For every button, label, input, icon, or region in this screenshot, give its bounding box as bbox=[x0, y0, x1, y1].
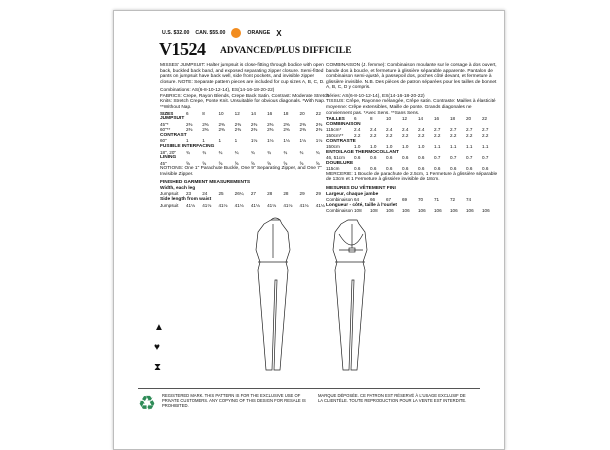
description-en: MISSES' JUMPSUIT: Halter jumpsuit is close-fitting through bodice with open back, buckled back band, and exposed separating zipper closure. Semi-fitted pants on jumpsuit have back well, side front pockets, and invisible zipper closure. NOTE: Separate pattern pieces are included for cup sizes A, B, C, D. bbox=[160, 63, 325, 85]
size: 14 bbox=[250, 110, 256, 116]
yardage: ¾ bbox=[250, 149, 255, 155]
yardage: ¾ bbox=[267, 149, 271, 155]
measure: 41⅛ bbox=[315, 202, 325, 208]
yardage: 1 bbox=[234, 138, 238, 144]
measure: 64 bbox=[354, 197, 360, 202]
size: 16 bbox=[434, 116, 440, 122]
size: 22 bbox=[482, 116, 488, 122]
yardage: 2⅜ bbox=[250, 127, 258, 133]
triangle-icon: ▲ bbox=[154, 322, 164, 333]
yardage: ¾ bbox=[234, 149, 239, 155]
jumpsuit-technical-drawings bbox=[198, 210, 428, 380]
french-column bbox=[326, 63, 498, 214]
yardage: ⅝ bbox=[299, 160, 304, 166]
pattern-envelope-back bbox=[113, 10, 505, 450]
yardage: 2⅜ bbox=[315, 121, 323, 127]
yardage: ⅝ bbox=[267, 160, 271, 166]
measure: 106 bbox=[434, 208, 442, 214]
metrage: 0.6 bbox=[370, 166, 377, 172]
fabric-width: 46, 51cm bbox=[326, 155, 345, 161]
size: 12 bbox=[234, 110, 240, 116]
metrage: 2.4 bbox=[370, 127, 377, 133]
yardage: 2⅜ bbox=[234, 127, 242, 133]
metrage: 0.6 bbox=[450, 166, 457, 172]
size: 16 bbox=[267, 110, 273, 116]
metrage: 0.6 bbox=[402, 155, 409, 161]
yardage: ¾ bbox=[186, 149, 190, 155]
size: 20 bbox=[299, 110, 305, 116]
yardage: 1 bbox=[218, 138, 221, 144]
yardage: 2⅜ bbox=[202, 127, 209, 133]
width-each-leg: Width, each leg bbox=[160, 185, 196, 191]
measure: 41⅛ bbox=[267, 202, 277, 208]
envelope-content bbox=[128, 25, 498, 439]
metrage: 2.2 bbox=[418, 132, 425, 138]
size: 18 bbox=[450, 116, 456, 122]
size: 10 bbox=[218, 110, 224, 116]
yardage: ¾ bbox=[299, 149, 304, 155]
lining-heading: LINING bbox=[160, 155, 177, 161]
measure: 106 bbox=[466, 208, 474, 214]
measure: 41⅛ bbox=[202, 202, 212, 208]
price-line bbox=[162, 28, 282, 38]
measure: 71 bbox=[434, 197, 440, 202]
pattern-number: V1524 bbox=[159, 39, 206, 59]
yardage: ¾ bbox=[218, 149, 223, 155]
metrage-row bbox=[326, 133, 498, 139]
yardage: 2⅜ bbox=[283, 121, 290, 127]
metrage: 2.7 bbox=[482, 127, 489, 133]
metrage: 0.7 bbox=[482, 155, 489, 161]
price-color: ORANGE bbox=[247, 30, 271, 36]
yardage: ⅝ bbox=[218, 160, 223, 166]
yardage: ⅝ bbox=[283, 160, 288, 166]
fabric-width: 150cm bbox=[326, 144, 340, 150]
metrage: 2.4 bbox=[386, 127, 393, 133]
yardage: 2⅜ bbox=[299, 121, 306, 127]
measure-row bbox=[326, 197, 498, 203]
measure-label: Jumpsuit bbox=[160, 191, 179, 197]
metrage: 0.6 bbox=[466, 166, 473, 172]
yardage: 2⅜ bbox=[218, 127, 225, 133]
measure: 108 bbox=[370, 208, 378, 214]
measure: 72 bbox=[450, 197, 456, 202]
yardage: 2⅜ bbox=[250, 121, 258, 127]
measure: 29 bbox=[315, 191, 321, 197]
fabric-width: 45"* bbox=[160, 121, 169, 127]
jumpsuit-back-drawing bbox=[333, 220, 367, 370]
size: 14 bbox=[418, 116, 424, 122]
side-length: Side length from waist bbox=[160, 197, 212, 202]
metrage: 0.6 bbox=[386, 155, 393, 161]
measure-row bbox=[160, 203, 332, 209]
measure: 67 bbox=[386, 197, 392, 202]
metrage: 2.7 bbox=[434, 127, 441, 133]
tissus-fr: TISSUS: Crêpe, Rayonne mélangée, Crêpe satin. Contraste: Mailles à élasticité moyenne: Crêpe extensibles, Maille de ponte. Grands diagonales ne conviennent pas. *Avec Sens. **Sans Sens. bbox=[326, 99, 496, 116]
measure: 41⅛ bbox=[234, 202, 244, 208]
finished-title: FINISHED GARMENT MEASUREMENTS bbox=[160, 180, 251, 186]
sewing-symbols bbox=[154, 323, 164, 373]
yardage: 2⅜ bbox=[315, 127, 323, 133]
metrage: 0.7 bbox=[434, 155, 441, 161]
orange-dot-icon bbox=[231, 28, 241, 38]
yardage: 2⅜ bbox=[202, 121, 209, 127]
jumpsuit-front-drawing bbox=[256, 218, 290, 370]
yardage: 1⅛ bbox=[283, 138, 290, 144]
yardage: 2⅜ bbox=[267, 121, 274, 127]
measure: 70 bbox=[418, 197, 424, 202]
yardage: 2⅜ bbox=[218, 121, 225, 127]
measure: 41⅛ bbox=[299, 202, 309, 208]
yardage: 1 bbox=[186, 138, 189, 144]
doublure-heading: DOUBLURE bbox=[326, 160, 354, 166]
metrage: 0.6 bbox=[354, 155, 361, 161]
yardage: ¾ bbox=[202, 149, 207, 155]
difficulty-level: ADVANCED/PLUS DIFFICILE bbox=[220, 46, 352, 56]
fabric-width: 115cm bbox=[326, 166, 340, 172]
measure: 41⅛ bbox=[250, 202, 260, 208]
size: 6 bbox=[186, 110, 189, 116]
hourglass-icon: ⧗ bbox=[154, 362, 162, 373]
measure-label: Combinaison bbox=[326, 197, 353, 202]
metrage: 0.7 bbox=[466, 155, 473, 161]
measure-label: Combinaison bbox=[326, 208, 353, 214]
measure: 74 bbox=[466, 197, 472, 202]
metrage: 0.6 bbox=[354, 166, 361, 172]
measure: 106 bbox=[402, 208, 410, 214]
yardage: 2⅜ bbox=[283, 127, 290, 133]
metrage: 1.1 bbox=[434, 144, 441, 150]
fabric-width: 150cm** bbox=[326, 132, 344, 138]
metrage: 0.6 bbox=[418, 155, 425, 161]
metrage: 2.7 bbox=[450, 127, 457, 133]
measure: 24 bbox=[202, 191, 208, 197]
size: 18 bbox=[283, 110, 289, 116]
metrage: 0.6 bbox=[386, 166, 393, 172]
measure: 41⅛ bbox=[218, 202, 228, 208]
measure: 25 bbox=[218, 191, 224, 197]
envelope-footer bbox=[138, 388, 480, 423]
yardage: 1⅛ bbox=[299, 138, 306, 144]
measure: 106 bbox=[418, 208, 426, 214]
yardage: 2⅜ bbox=[186, 127, 193, 133]
measure: 106 bbox=[450, 208, 458, 214]
series-fr: Séries: AS(6-8-10-12-14), ES(14-16-18-20-22) bbox=[326, 93, 425, 99]
price-can: CAN. $55.00 bbox=[195, 30, 226, 36]
yardage: ¾ bbox=[315, 149, 320, 155]
metrage: 0.6 bbox=[418, 166, 425, 172]
mesures-title: MESURES DU VÊTEMENT FINI bbox=[326, 186, 396, 191]
yardage: ⅝ bbox=[315, 160, 320, 166]
yardage: 1⅛ bbox=[267, 138, 274, 144]
fabric-width: 60"** bbox=[160, 127, 171, 133]
measure: 28 bbox=[283, 191, 289, 197]
size: 10 bbox=[386, 116, 392, 122]
size: 8 bbox=[202, 110, 205, 116]
metrage: 1.0 bbox=[354, 144, 361, 150]
recycle-icon: ♻ bbox=[138, 393, 156, 415]
metrage: 0.7 bbox=[450, 155, 457, 161]
fabric-width: 115cm* bbox=[326, 127, 342, 133]
metrage-row bbox=[326, 155, 498, 161]
fabric-width: 60" bbox=[160, 138, 167, 144]
fabrics-en: FABRICS: Crepe, Rayon Blends, Crepe Back Satin. Contrast: Moderate Stretch Knits: Stretch Crepe, Ponte Knit. Unsuitable for obvious diagonals. *With Nap. **Without Nap. bbox=[160, 93, 330, 111]
fusible-heading: FUSIBLE INTERFACING bbox=[160, 144, 215, 150]
measure: 23 bbox=[186, 191, 192, 197]
jumpsuit-heading: JUMPSUIT bbox=[160, 116, 185, 122]
metrage: 2.2 bbox=[386, 132, 393, 138]
metrage: 0.6 bbox=[434, 166, 441, 172]
measure: 41⅛ bbox=[186, 202, 195, 208]
yardage: 2⅜ bbox=[234, 121, 242, 127]
measure: 66 bbox=[370, 197, 376, 202]
yardage: 1⅛ bbox=[315, 138, 323, 144]
measure: 27 bbox=[250, 191, 256, 197]
legal-en: REGISTERED MARK. THIS PATTERN IS FOR THE EXCLUSIVE USE OF PRIVATE CUSTOMERS. ANY COPYING OF THIS DESIGN FOR RESALE IS PROHIBITED. bbox=[161, 393, 306, 408]
metrage: 2.2 bbox=[450, 132, 457, 138]
metrage: 1.1 bbox=[482, 144, 489, 150]
measure: 69 bbox=[402, 197, 408, 202]
metrage: 2.2 bbox=[354, 132, 361, 138]
combinations-en: Combinations: AS(6-8-10-12-14), ES(14-16-18-20-22) bbox=[160, 88, 275, 94]
metrage-row bbox=[326, 166, 498, 172]
yardage: ⅝ bbox=[202, 160, 207, 166]
metrage: 2.7 bbox=[466, 127, 473, 133]
mercerie-fr: MERCERIE: 1 Boucle de parachute de 2.5cm, 1 Fermeture à glissière séparable de 13cm et 1 Fermeture à glissière invisible de 18cm. bbox=[326, 171, 498, 183]
metrage: 1.0 bbox=[418, 144, 425, 150]
metrage-row bbox=[326, 144, 498, 150]
size: 8 bbox=[370, 116, 373, 122]
size: 12 bbox=[402, 116, 408, 122]
yardage: 1⅛ bbox=[250, 138, 258, 144]
measure: 29 bbox=[299, 191, 305, 197]
contraste-heading: CONTRASTE bbox=[326, 138, 356, 144]
yardage: 2⅜ bbox=[186, 121, 193, 127]
measure: 41⅛ bbox=[283, 202, 293, 208]
metrage: 0.6 bbox=[482, 166, 489, 172]
english-column bbox=[160, 63, 332, 208]
measure-label: Jumpsuit bbox=[160, 202, 179, 208]
yardage-row bbox=[160, 150, 332, 156]
longueur-label: Longueur - côté, taille à l'ourlet bbox=[326, 202, 397, 208]
contrast-heading: CONTRAST bbox=[160, 132, 187, 138]
yardage: ⅝ bbox=[234, 160, 239, 166]
measure: 26¼ bbox=[234, 191, 244, 197]
metrage: 1.1 bbox=[450, 144, 457, 150]
metrage: 2.2 bbox=[402, 132, 409, 138]
metrage: 2.2 bbox=[370, 132, 377, 138]
sizes-label: SIZES bbox=[160, 110, 174, 116]
size: 20 bbox=[466, 116, 472, 122]
measure: 28 bbox=[267, 191, 273, 197]
combinaison-heading: COMBINAISON bbox=[326, 121, 361, 127]
sizes-label: TAILLES bbox=[326, 116, 345, 122]
sizes-row-en bbox=[160, 111, 332, 117]
measure: 106 bbox=[386, 208, 394, 214]
notions-en: NOTIONS: One 1" Parachute Buckle, One 9" Separating Zipper, and One 7" Invisible Zipper. bbox=[160, 166, 322, 177]
fabric-width: 45" bbox=[160, 160, 167, 166]
metrage: 2.4 bbox=[402, 127, 409, 133]
fabric-width: 18", 20" bbox=[160, 149, 177, 155]
yardage: ⅝ bbox=[186, 160, 190, 166]
metrage: 2.4 bbox=[418, 127, 425, 133]
measure: 108 bbox=[354, 208, 362, 214]
metrage: 2.2 bbox=[466, 132, 473, 138]
metrage: 2.2 bbox=[434, 132, 441, 138]
metrage: 2.4 bbox=[354, 127, 361, 133]
yardage: 2⅜ bbox=[299, 127, 306, 133]
yardage: ¾ bbox=[283, 149, 288, 155]
legal-fr: MARQUE DÉPOSÉE. CE PATRON EST RÉSERVÉ À L'USAGE EXCLUSIF DE LA CLIENTÈLE. TOUTE REPRODUCTION POUR LA VENTE EST INTERDITE. bbox=[317, 393, 467, 403]
metrage: 1.0 bbox=[402, 144, 409, 150]
description-fr: COMBINAISON (J. femme): Combinaison moulante sur le corsage à dos ouvert, bande dos à boucle, et fermeture à glissière séparable apparente. Pantalon de combinaison semi-ajusté, à passepoil dos, poches côté devant, et fermeture à glissière invisible. N.B. Des pièces de patron séparées pour les tailles de bonnet A, B, C, D y compris. bbox=[326, 63, 497, 91]
metrage: 0.6 bbox=[370, 155, 377, 161]
metrage: 0.6 bbox=[402, 166, 409, 172]
entoilage-heading: ENTOILAGE THERMOCOLLANT bbox=[326, 149, 399, 155]
largeur-label: Largeur, chaque jambe bbox=[326, 191, 379, 197]
size: 22 bbox=[315, 110, 321, 116]
yardage: 2⅜ bbox=[267, 127, 274, 133]
metrage: 1.0 bbox=[370, 144, 377, 150]
yardage: 1 bbox=[202, 138, 205, 144]
yardage: ⅝ bbox=[250, 160, 255, 166]
size: 6 bbox=[354, 116, 357, 122]
metrage: 2.2 bbox=[482, 132, 489, 138]
metrage: 1.1 bbox=[466, 144, 473, 150]
x-mark-icon: X bbox=[276, 28, 282, 38]
measure: 106 bbox=[482, 208, 490, 214]
price-us: U.S. $32.00 bbox=[162, 30, 190, 36]
metrage: 1.0 bbox=[386, 144, 393, 150]
heart-icon: ♥ bbox=[154, 342, 160, 353]
